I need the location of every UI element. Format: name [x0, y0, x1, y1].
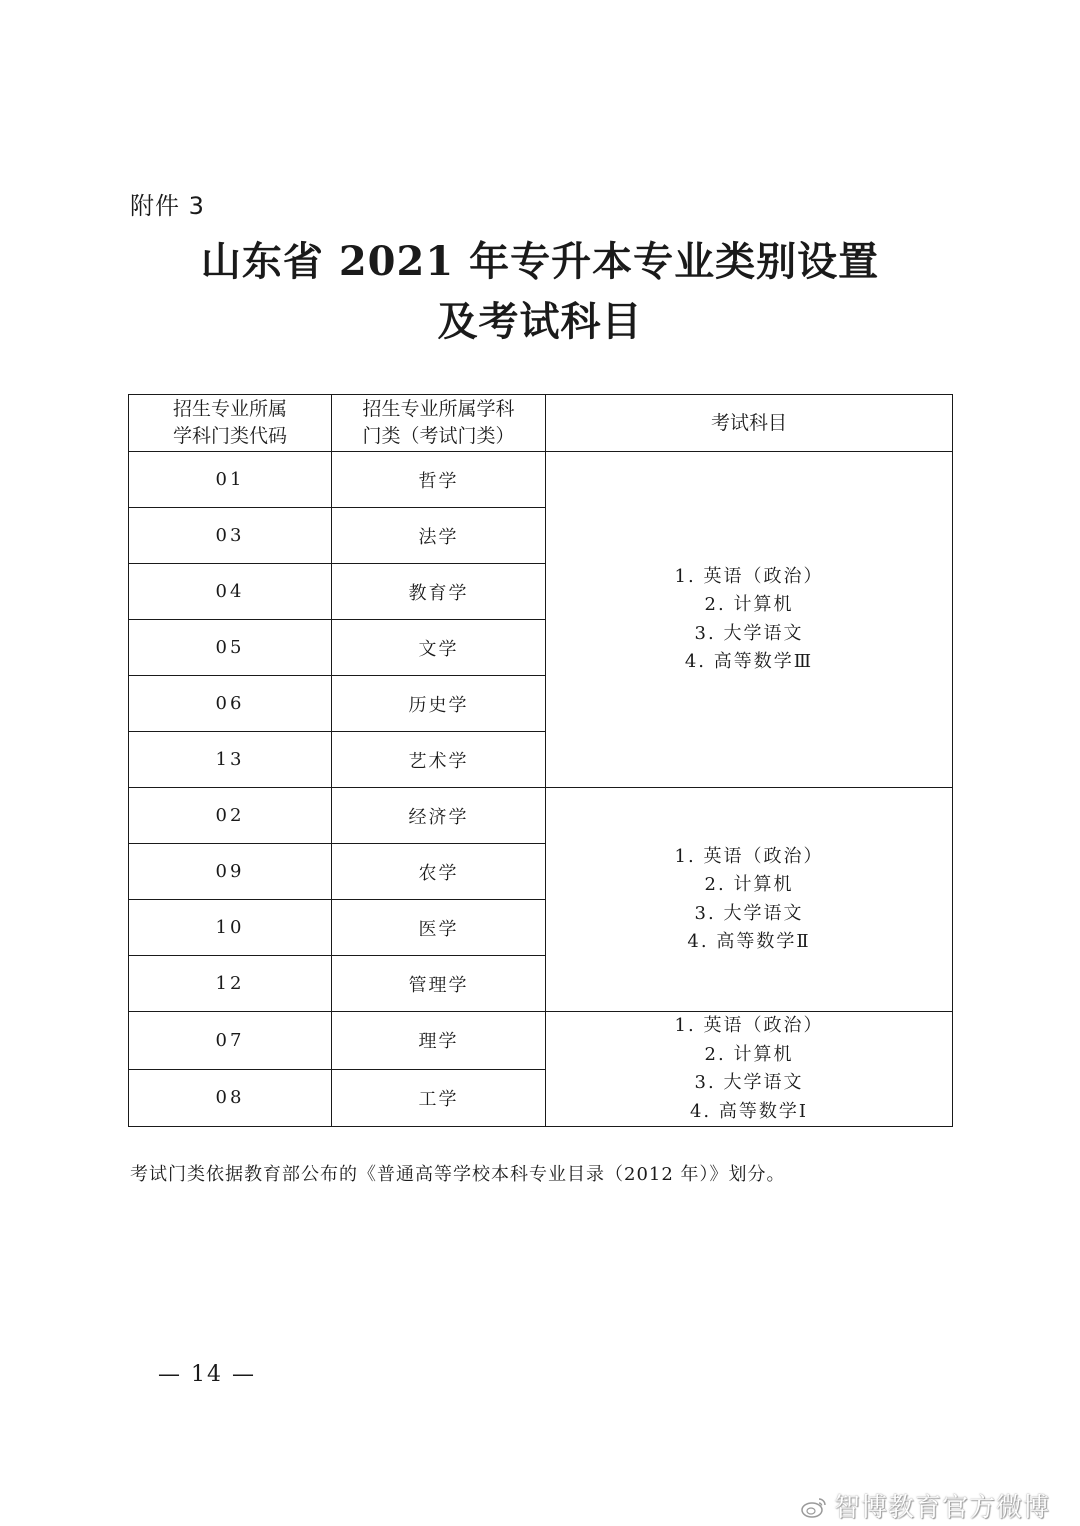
document-title-line2: 及考试科目	[437, 298, 643, 345]
header-category: 招生专业所属学科 门类（考试门类）	[332, 395, 546, 452]
code-cell: 13	[129, 732, 332, 788]
header-code: 招生专业所属 学科门类代码	[129, 395, 332, 452]
watermark	[800, 1487, 1050, 1524]
code-cell: 10	[129, 900, 332, 956]
subject-item: 2. 计算机	[704, 874, 794, 895]
subject-item: 3. 大学语文	[694, 902, 804, 924]
category-cell: 工学	[332, 1069, 546, 1127]
subject-item: 1. 英语（政治）	[674, 565, 824, 587]
subject-item: 2. 计算机	[704, 1043, 794, 1065]
category-cell: 艺术学	[332, 732, 546, 788]
document-title-line1: 山东省 2021 年专升本专业类别设置	[200, 238, 880, 285]
category-cell: 教育学	[332, 564, 546, 620]
category-cell: 医学	[332, 900, 546, 956]
weibo-icon	[800, 1495, 828, 1519]
category-cell: 法学	[332, 508, 546, 564]
page-number: — 14 —	[158, 1362, 256, 1387]
code-cell: 06	[129, 676, 332, 732]
category-cell: 经济学	[332, 788, 546, 844]
subject-item: 2. 计算机	[704, 594, 794, 615]
code-cell: 07	[129, 1012, 332, 1070]
code-cell: 08	[129, 1069, 332, 1127]
subject-item: 4. 高等数学Ⅱ	[687, 931, 811, 952]
subject-table	[128, 394, 953, 1127]
category-cell: 哲学	[332, 452, 546, 508]
attachment-label: 附件 3	[130, 192, 205, 220]
category-cell: 管理学	[332, 956, 546, 1012]
code-cell: 09	[129, 844, 332, 900]
subject-item: 4. 高等数学Ⅰ	[689, 1100, 808, 1122]
subjects-cell	[546, 788, 953, 1012]
subjects-cell	[546, 1012, 953, 1127]
code-cell: 02	[129, 788, 332, 844]
table-row	[129, 788, 953, 844]
table-row	[129, 452, 953, 508]
category-cell: 农学	[332, 844, 546, 900]
subject-item: 3. 大学语文	[694, 622, 804, 644]
code-cell: 03	[129, 508, 332, 564]
table-header-row	[129, 395, 953, 452]
category-cell: 历史学	[332, 676, 546, 732]
subject-item: 1. 英语（政治）	[674, 845, 824, 867]
watermark-text: 智博教育官方微博	[834, 1493, 1051, 1523]
subject-item: 1. 英语（政治）	[674, 1015, 824, 1036]
category-cell: 文学	[332, 620, 546, 676]
table-row	[129, 1012, 953, 1070]
code-cell: 01	[129, 452, 332, 508]
code-cell: 04	[129, 564, 332, 620]
code-cell: 12	[129, 956, 332, 1012]
footnote: 考试门类依据教育部公布的《普通高等学校本科专业目录（2012 年）》划分。	[130, 1164, 786, 1185]
subject-item: 4. 高等数学Ⅲ	[684, 651, 814, 672]
subjects-cell	[546, 452, 953, 788]
code-cell: 05	[129, 620, 332, 676]
subject-item: 3. 大学语文	[694, 1072, 804, 1093]
category-cell: 理学	[332, 1012, 546, 1070]
header-subjects: 考试科目	[546, 395, 953, 452]
